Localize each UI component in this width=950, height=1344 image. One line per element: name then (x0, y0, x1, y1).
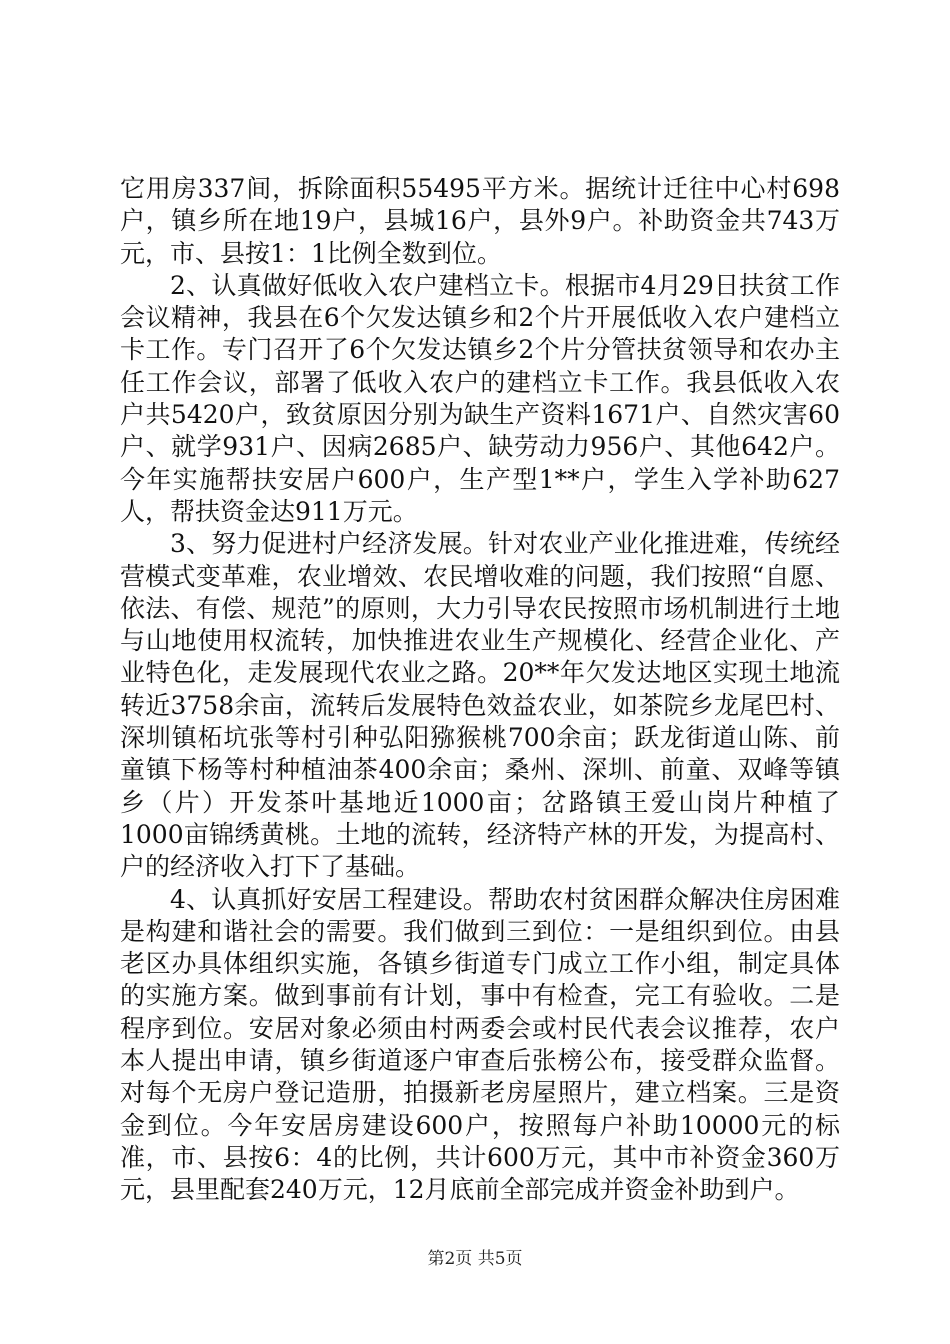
page-footer: 第2页 共5页 (427, 1249, 523, 1269)
paragraph-continuation: 它用房337间，拆除面积55495平方米。据统计迁往中心村698户，镇乡所在地19户，县城16户，县外9户。补助资金共743万元，市、县按1：1比例全数到位。 (120, 174, 840, 268)
document-body (120, 173, 840, 1207)
paragraph-2: 2、认真做好低收入农户建档立卡。根据市4月29日扶贫工作会议精神，我县在6个欠发达镇乡和2个片开展低收入农户建档立卡工作。专门召开了6个欠发达镇乡2个片分管扶贫领导和农办主任工作会议，部署了低收入农户的建档立卡工作。我县低收入农户共5420户，致贫原因分别为缺生产资料1671户、自然灾害60户、就学931户、因病2685户、缺劳动力956户、其他642户。今年实施帮扶安居户600户，生产型1**户，学生入学补助627人，帮扶资金达911万元。 (120, 270, 840, 526)
paragraph-3: 3、努力促进村户经济发展。针对农业产业化推进难，传统经营模式变革难，农业增效、农民增收难的问题，我们按照“自愿、依法、有偿、规范”的原则，大力引导农民按照市场机制进行土地与山地使用权流转，加快推进农业生产规模化、经营企业化、产业特色化，走发展现代农业之路。20**年欠发达地区实现土地流转近3758余亩，流转后发展特色效益农业，如茶院乡龙尾巴村、深圳镇柘坑张等村引种弘阳猕猴桃700余亩；跃龙街道山陈、前童镇下杨等村种植油茶400余亩；桑州、深圳、前童、双峰等镇乡（片）开发茶叶基地近1000亩；岔路镇王爱山岗片种植了1000亩锦绣黄桃。土地的流转，经济特产林的开发，为提高村、户的经济收入打下了基础。 (120, 529, 840, 882)
paragraph-4: 4、认真抓好安居工程建设。帮助农村贫困群众解决住房困难是构建和谐社会的需要。我们做到三到位：一是组织到位。由县老区办具体组织实施，各镇乡街道专门成立工作小组，制定具体的实施方案。做到事前有计划，事中有检查，完工有验收。二是程序到位。安居对象必须由村两委会或村民代表会议推荐，农户本人提出申请，镇乡街道逐户审查后张榜公布，接受群众监督。对每个无房户登记造册，拍摄新老房屋照片，建立档案。三是资金到位。今年安居房建设600户，按照每户补助10000元的标准，市、县按6：4的比例，共计600万元，其中市补资金360万元，县里配套240万元，12月底前全部完成并资金补助到户。 (120, 884, 840, 1205)
